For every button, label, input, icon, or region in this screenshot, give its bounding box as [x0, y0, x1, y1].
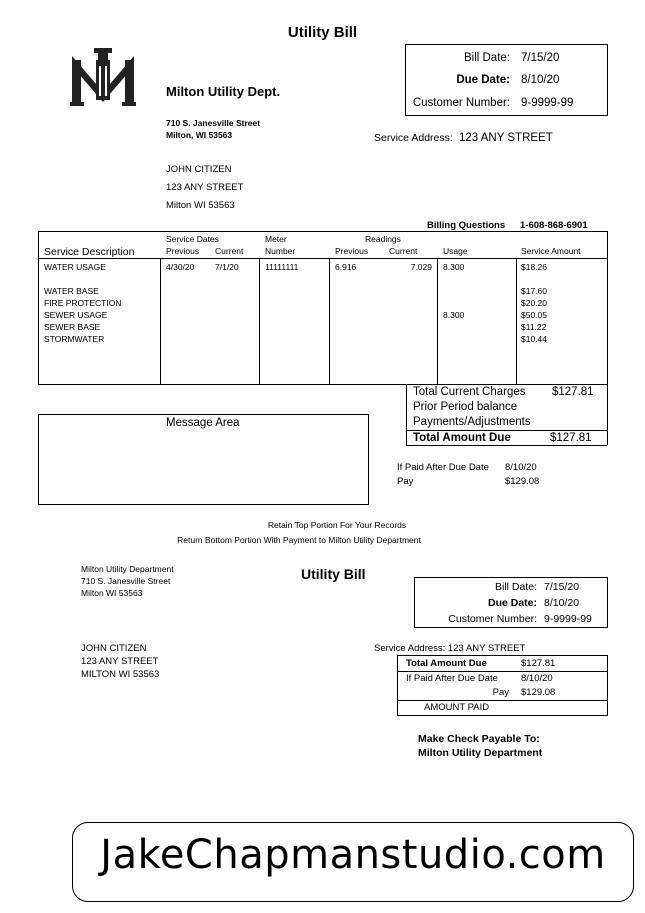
column-service-amount [521, 261, 547, 345]
table-cell-cur: 7/1/20 [215, 262, 239, 272]
table-cell-amount: $50.05 [521, 310, 547, 320]
table-cell-desc: SEWER USAGE [44, 310, 108, 320]
watermark-text: JakeChapmanstudio.com [100, 832, 606, 878]
stub-bill-date: 7/15/20 [544, 581, 580, 593]
table-col-divider [516, 258, 517, 385]
column-previous [166, 261, 194, 345]
due-date: 8/10/20 [521, 74, 560, 86]
column-reading-current [400, 261, 432, 345]
billing-questions-phone: 1-608-868-6901 [520, 220, 588, 231]
table-cell-usage [443, 321, 464, 333]
table-cell-prev [166, 309, 194, 321]
table-cell-meter [265, 285, 298, 297]
service-address-label: Service Address: [374, 132, 453, 144]
table-cell-prev [166, 297, 194, 309]
column-current [215, 261, 239, 345]
header-previous: Previous [166, 246, 200, 256]
table-cell-rcur [400, 333, 432, 345]
table-cell-amount [521, 273, 547, 285]
column-description [44, 261, 121, 345]
table-col-divider [437, 258, 438, 385]
late-pay-label: Pay [397, 476, 414, 487]
table-cell-meter [265, 297, 298, 309]
service-address: 123 ANY STREET [459, 132, 553, 144]
bill-info-box [405, 44, 608, 116]
table-cell-meter [265, 273, 298, 285]
customer-number: 9-9999-99 [521, 97, 574, 109]
table-cell-desc: WATER USAGE [44, 262, 106, 272]
stub-utility-street: 710 S. Janesville Street [81, 576, 171, 586]
table-cell-desc [44, 273, 121, 285]
table-cell-usage [443, 285, 464, 297]
milton-logo-icon [70, 46, 136, 108]
utility-name: Milton Utility Dept. [166, 84, 281, 99]
stub-payment-box [397, 655, 608, 716]
prior-balance-label: Prior Period balance [413, 401, 518, 413]
total-due: $127.81 [550, 432, 592, 444]
stub-customer-number: 9-9999-99 [544, 613, 592, 625]
stub-bill-date-label: Bill Date: [494, 581, 537, 593]
table-cell-desc: FIRE PROTECTION [44, 298, 122, 308]
table-cell-prev [166, 321, 194, 333]
table-cell-cur [215, 273, 239, 285]
stub-customer-city: MILTON WI 53563 [81, 669, 160, 680]
table-cell-rprev [335, 273, 356, 285]
customer-city: Milton WI 53563 [166, 200, 235, 211]
table-cell-rcur [400, 297, 432, 309]
table-cell-cur [215, 333, 239, 345]
stub-late-date: 8/10/20 [521, 673, 553, 684]
header-readings: Readings [365, 234, 401, 244]
header-meter: Meter [265, 234, 287, 244]
stub-total-due: $127.81 [521, 658, 556, 669]
column-meter-number [265, 261, 298, 345]
payments-label: Payments/Adjustments [413, 416, 531, 428]
table-cell-prev [166, 285, 194, 297]
payable-line-2: Milton Utility Department [418, 747, 543, 759]
watermark-box [72, 822, 634, 902]
table-col-divider [329, 258, 330, 385]
stub-due-date-label: Due Date: [487, 597, 537, 609]
stub-payment-divider [398, 671, 607, 672]
table-cell-cur [215, 285, 239, 297]
stub-customer-number-label: Customer Number: [448, 613, 537, 625]
table-header-divider [38, 258, 608, 259]
table-cell-rprev [335, 297, 356, 309]
totals-left-border [406, 385, 407, 445]
table-cell-cur [215, 321, 239, 333]
late-label: If Paid After Due Date [397, 462, 489, 473]
stub-title: Utility Bill [301, 566, 366, 582]
table-cell-rcur [400, 321, 432, 333]
utility-city: Milton, WI 53563 [166, 130, 233, 140]
table-cell-cur [215, 297, 239, 309]
table-cell-rcur [400, 285, 432, 297]
totals-right-border [607, 385, 608, 445]
customer-street: 123 ANY STREET [166, 182, 244, 193]
table-cell-desc: SEWER BASE [44, 322, 101, 332]
table-cell-usage [443, 297, 464, 309]
table-cell-prev: 4/30/20 [166, 262, 195, 272]
stub-pay-label: Pay [492, 687, 509, 698]
milton-logo [70, 46, 136, 108]
header-service-amount: Service Amount [521, 246, 581, 256]
stub-pay-amount: $129.08 [521, 687, 556, 698]
header-service-dates: Service Dates [166, 234, 219, 244]
stub-customer-street: 123 ANY STREET [81, 656, 159, 667]
header-current: Current [215, 246, 244, 256]
header-reading-previous: Previous [335, 246, 369, 256]
table-cell-meter: 11111111 [265, 262, 299, 272]
payable-line-1: Make Check Payable To: [418, 733, 540, 745]
stub-payment-divider [398, 700, 607, 701]
table-cell-desc: STORMWATER [44, 334, 105, 344]
stub-amount-paid-label: AMOUNT PAID [424, 702, 490, 713]
stub-total-due-label: Total Amount Due [406, 658, 487, 669]
table-cell-rprev: 6.916 [335, 262, 357, 272]
table-col-divider [259, 258, 260, 385]
table-cell-usage [443, 333, 464, 345]
billing-questions-label: Billing Questions [427, 220, 506, 231]
total-due-label: Total Amount Due [413, 432, 511, 444]
totals-bottom [406, 445, 607, 446]
table-cell-amount: $17.60 [521, 286, 547, 296]
table-cell-prev [166, 273, 194, 285]
table-cell-rcur: 7.029 [410, 262, 432, 272]
table-cell-meter [265, 321, 298, 333]
stub-customer-name: JOHN CITIZEN [81, 643, 147, 654]
stub-service-address: Service Address: 123 ANY STREET [374, 643, 526, 654]
table-col-divider [160, 258, 161, 385]
table-cell-usage: 8.300 [443, 262, 465, 272]
due-date-label: Due Date: [456, 74, 510, 86]
late-pay-amount: $129.08 [505, 476, 540, 487]
stub-due-date: 8/10/20 [544, 597, 580, 609]
column-reading-previous [335, 261, 356, 345]
table-cell-rprev [335, 333, 356, 345]
table-cell-cur [215, 309, 239, 321]
table-cell-desc: WATER BASE [44, 286, 99, 296]
column-usage [443, 261, 464, 345]
table-cell-rcur [400, 309, 432, 321]
table-cell-meter [265, 309, 298, 321]
table-cell-amount: $18.26 [521, 262, 547, 272]
bill-date: 7/15/20 [521, 52, 560, 64]
table-cell-rprev [335, 309, 356, 321]
total-current-charges-label: Total Current Charges [413, 386, 526, 398]
stub-late-label: If Paid After Due Date [406, 673, 498, 684]
table-cell-rprev [335, 321, 356, 333]
table-cell-usage [443, 273, 464, 285]
header-number: Number [265, 246, 296, 256]
totals-divider [406, 430, 607, 431]
stub-utility-name: Milton Utility Department [81, 564, 174, 574]
bill-date-label: Bill Date: [463, 52, 510, 64]
message-area-label: Message Area [166, 417, 240, 429]
table-cell-usage: 8.300 [443, 310, 465, 320]
header-reading-current: Current [389, 246, 418, 256]
late-date: 8/10/20 [505, 462, 537, 473]
message-area-box [38, 414, 369, 505]
table-cell-amount: $20.20 [521, 298, 547, 308]
table-cell-amount: $11.22 [521, 322, 547, 332]
total-current-charges: $127.81 [552, 386, 594, 398]
header-usage: Usage [443, 246, 468, 256]
table-cell-meter [265, 333, 298, 345]
customer-number-label: Customer Number: [412, 97, 510, 109]
retain-line-1: Retain Top Portion For Your Records [267, 520, 407, 530]
table-cell-prev [166, 333, 194, 345]
customer-name: JOHN CITIZEN [166, 164, 232, 175]
stub-bill-info-box [414, 577, 608, 628]
table-cell-rcur [400, 273, 432, 285]
table-cell-amount: $10.44 [521, 334, 547, 344]
utility-street: 710 S. Janesville Street [166, 118, 261, 128]
retain-line-2: Return Bottom Portion With Payment to Milton Utility Department [177, 535, 421, 545]
header-service-description: Service Description [44, 246, 135, 258]
page-title: Utility Bill [287, 24, 358, 41]
table-cell-rprev [335, 285, 356, 297]
stub-utility-city: Milton WI 53563 [81, 588, 143, 598]
